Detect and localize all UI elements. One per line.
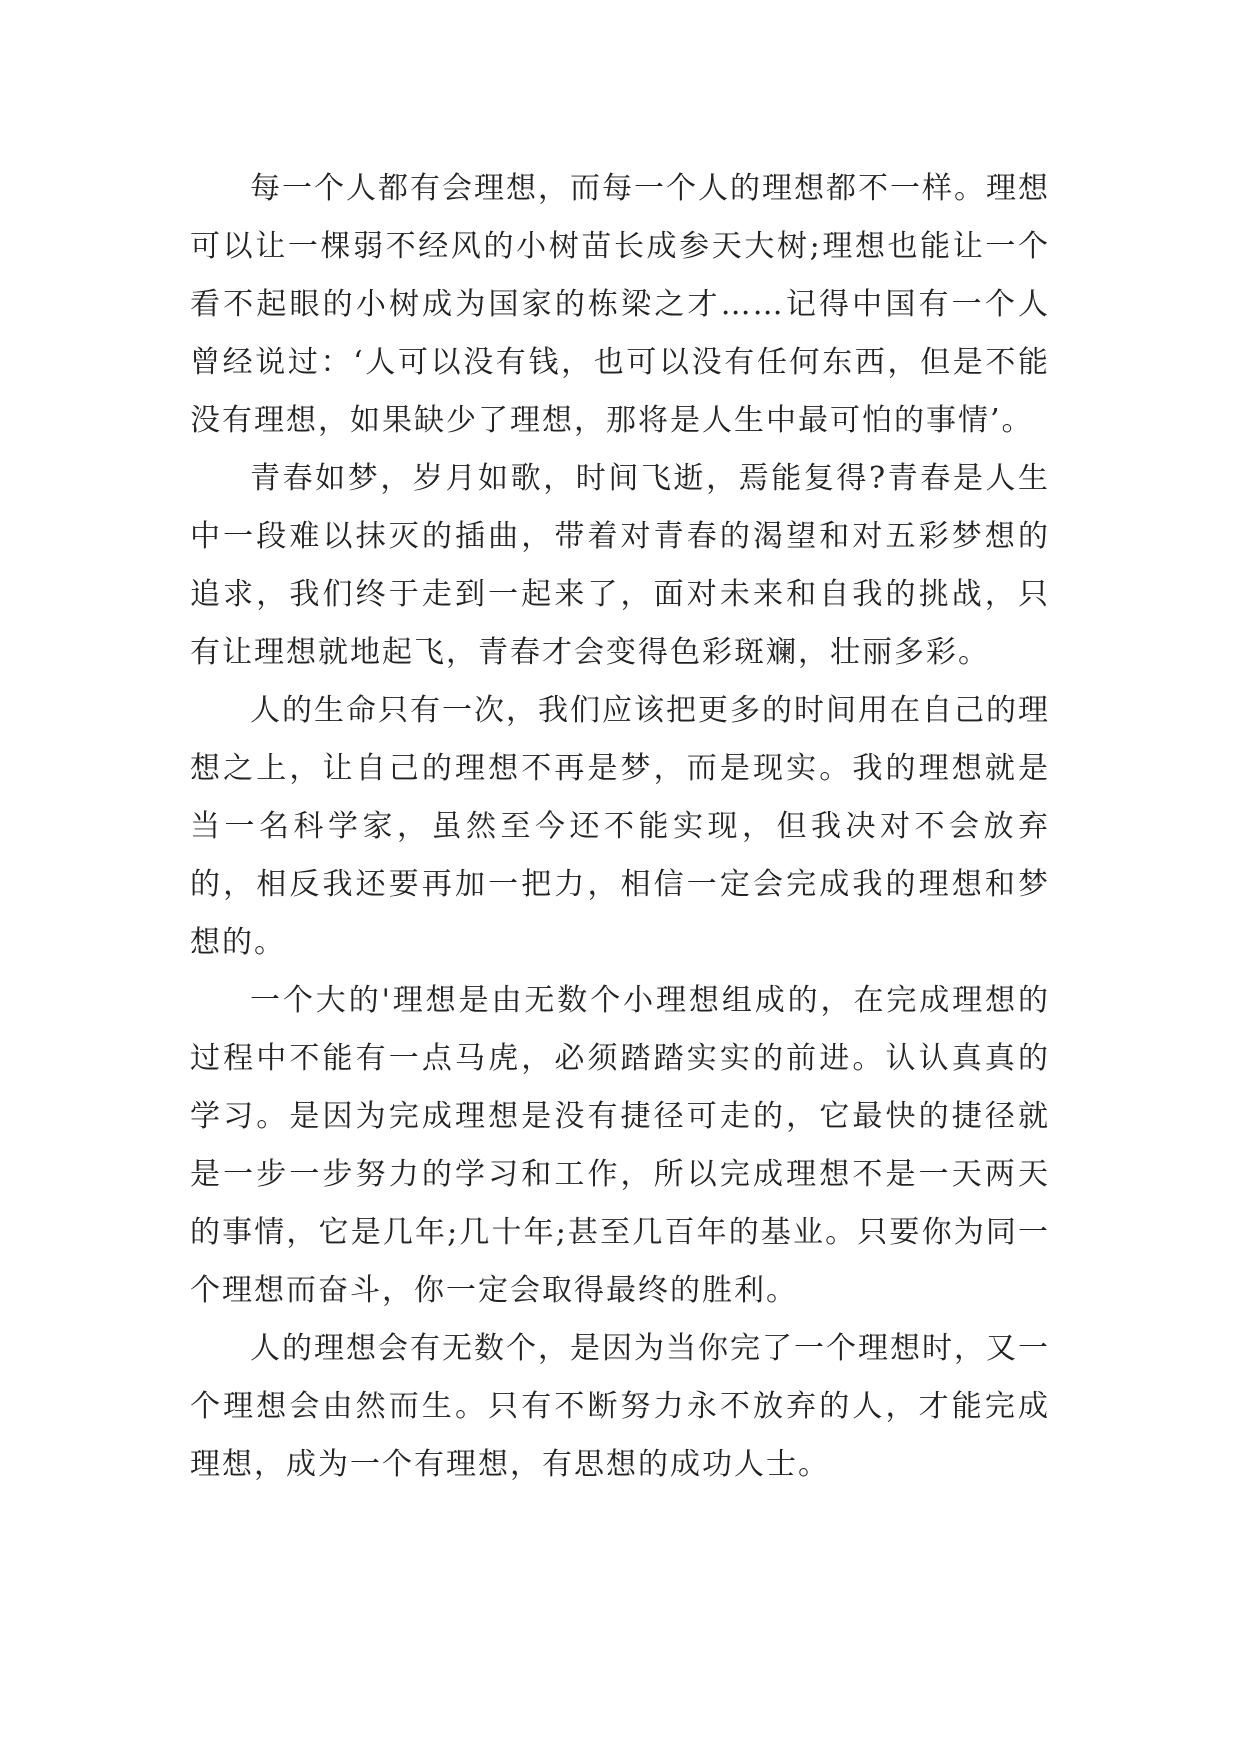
paragraph: 每一个人都有会理想，而每一个人的理想都不一样。理想可以让一棵弱不经风的小树苗长成参天大树;理想也能让一个看不起眼的小树成为国家的栋梁之才……记得中国有一个人曾经说过：‘人可以没有钱，也可以没有任何东西，但是不能没有理想，如果缺少了理想，那将是人生中最可怕的事情’。	[190, 171, 1050, 438]
paragraph: 青春如梦，岁月如歌，时间飞逝，焉能复得?青春是人生中一段难以抹灭的插曲，带着对青春的渴望和对五彩梦想的追求，我们终于走到一起来了，面对未来和自我的挑战，只有让理想就地起飞，青春才会变得色彩斑斓，壮丽多彩。	[190, 461, 1050, 670]
paragraph: 人的理想会有无数个，是因为当你完了一个理想时，又一个理想会由然而生。只有不断努力永不放弃的人，才能完成理想，成为一个有理想，有思想的成功人士。	[190, 1331, 1050, 1482]
essay-body	[190, 160, 1050, 1494]
paragraph: 人的生命只有一次，我们应该把更多的时间用在自己的理想之上，让自己的理想不再是梦，而是现实。我的理想就是当一名科学家，虽然至今还不能实现，但我决对不会放弃的，相反我还要再加一把力，相信一定会完成我的理想和梦想的。	[190, 693, 1050, 960]
paragraph: 一个大的'理想是由无数个小理想组成的，在完成理想的过程中不能有一点马虎，必须踏踏实实的前进。认认真真的学习。是因为完成理想是没有捷径可走的，它最快的捷径就是一步一步努力的学习和工作，所以完成理想不是一天两天的事情，它是几年;几十年;甚至几百年的基业。只要你为同一个理想而奋斗，你一定会取得最终的胜利。	[190, 983, 1050, 1308]
